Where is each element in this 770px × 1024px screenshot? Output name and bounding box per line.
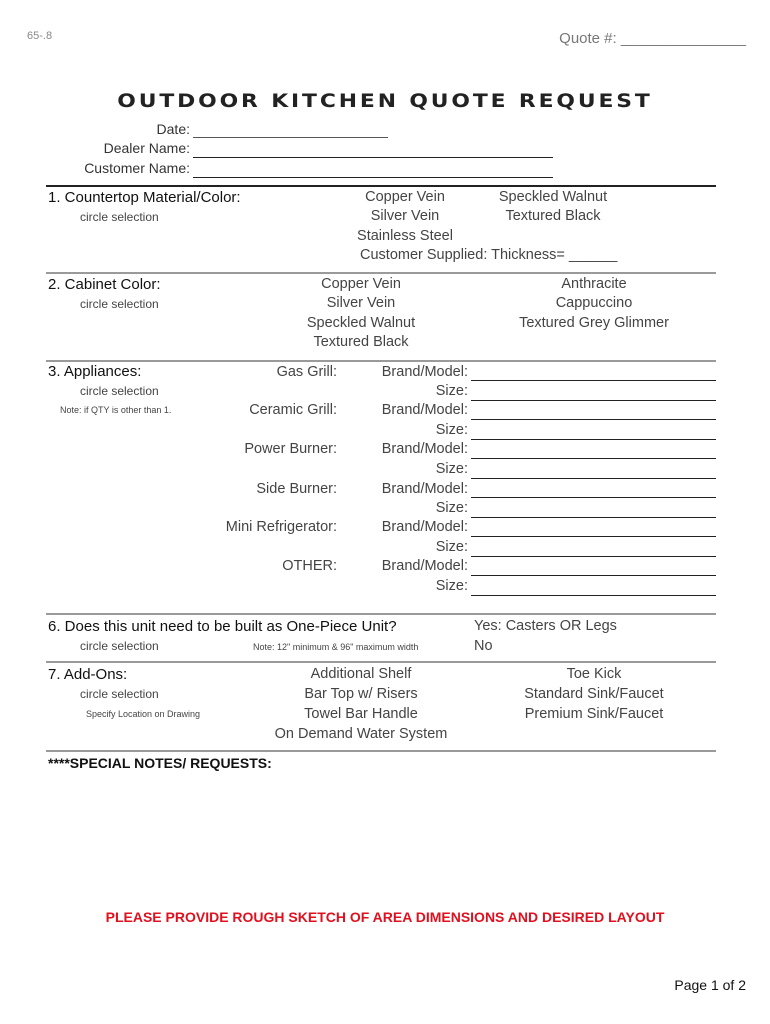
addon-option[interactable]: Toe Kick bbox=[566, 666, 622, 682]
appliance-label-side-burner: Side Burner: bbox=[256, 481, 337, 497]
section-divider bbox=[46, 360, 716, 362]
section-divider bbox=[46, 750, 716, 752]
section-divider bbox=[46, 185, 716, 187]
one-piece-note: Note: 12" minimum & 96" maximum width bbox=[253, 642, 419, 652]
appliances-instruction: circle selection bbox=[80, 384, 159, 398]
cabinet-option[interactable]: Textured Grey Glimmer bbox=[519, 315, 669, 331]
one-piece-instruction: circle selection bbox=[80, 639, 159, 653]
brand-model-label: Brand/Model: bbox=[381, 558, 468, 574]
appliance-label-power-burner: Power Burner: bbox=[244, 441, 337, 457]
addons-instruction: circle selection bbox=[80, 687, 159, 701]
size-label: Size: bbox=[435, 383, 468, 399]
brand-model-field[interactable] bbox=[471, 458, 716, 459]
page-number: Page 1 of 2 bbox=[674, 977, 746, 993]
countertop-option[interactable]: Textured Black bbox=[505, 208, 601, 224]
cabinet-option[interactable]: Silver Vein bbox=[326, 295, 396, 311]
brand-model-label: Brand/Model: bbox=[381, 481, 468, 497]
customer-name-field[interactable] bbox=[193, 177, 553, 178]
date-field[interactable] bbox=[193, 137, 388, 138]
countertop-option[interactable]: Copper Vein bbox=[365, 189, 445, 205]
page-title: OUTDOOR KITCHEN QUOTE REQUEST bbox=[117, 90, 653, 112]
one-piece-option-no[interactable]: No bbox=[474, 638, 493, 654]
size-field[interactable] bbox=[471, 595, 716, 596]
special-notes-area[interactable] bbox=[46, 776, 716, 896]
size-field[interactable] bbox=[471, 478, 716, 479]
brand-model-field[interactable] bbox=[471, 419, 716, 420]
size-label: Size: bbox=[435, 422, 468, 438]
brand-model-label: Brand/Model: bbox=[381, 519, 468, 535]
size-field[interactable] bbox=[471, 556, 716, 557]
size-label: Size: bbox=[435, 461, 468, 477]
brand-model-field[interactable] bbox=[471, 380, 716, 381]
customer-name-label: Customer Name: bbox=[84, 160, 190, 176]
countertop-option[interactable]: Silver Vein bbox=[370, 208, 440, 224]
addons-note: Specify Location on Drawing bbox=[86, 709, 201, 719]
addon-option[interactable]: Standard Sink/Faucet bbox=[524, 686, 664, 702]
cabinet-option[interactable]: Anthracite bbox=[561, 276, 627, 292]
size-field[interactable] bbox=[471, 400, 716, 401]
section-divider bbox=[46, 613, 716, 615]
cabinet-instruction: circle selection bbox=[80, 297, 159, 311]
addon-option[interactable]: On Demand Water System bbox=[274, 726, 448, 742]
appliance-label-other: OTHER: bbox=[282, 558, 337, 574]
one-piece-heading: 6. Does this unit need to be built as One-Piece Unit? bbox=[48, 618, 397, 635]
special-notes-heading: ****SPECIAL NOTES/ REQUESTS: bbox=[48, 755, 272, 771]
brand-model-label: Brand/Model: bbox=[381, 364, 468, 380]
size-field[interactable] bbox=[471, 517, 716, 518]
one-piece-option-yes[interactable]: Yes: Casters OR Legs bbox=[474, 618, 617, 634]
brand-model-field[interactable] bbox=[471, 575, 716, 576]
date-label: Date: bbox=[156, 121, 190, 137]
size-field[interactable] bbox=[471, 439, 716, 440]
cabinet-heading: 2. Cabinet Color: bbox=[48, 276, 161, 293]
brand-model-label: Brand/Model: bbox=[381, 402, 468, 418]
sketch-notice: PLEASE PROVIDE ROUGH SKETCH OF AREA DIMENSIONS AND DESIRED LAYOUT bbox=[105, 909, 665, 925]
dealer-name-label: Dealer Name: bbox=[103, 140, 190, 156]
cabinet-option[interactable]: Copper Vein bbox=[321, 276, 401, 292]
size-label: Size: bbox=[435, 539, 468, 555]
countertop-option[interactable]: Speckled Walnut bbox=[498, 189, 608, 205]
addon-option[interactable]: Premium Sink/Faucet bbox=[524, 706, 664, 722]
countertop-option[interactable]: Stainless Steel bbox=[357, 228, 453, 244]
countertop-instruction: circle selection bbox=[80, 210, 159, 224]
addon-option[interactable]: Additional Shelf bbox=[310, 666, 412, 682]
addons-heading: 7. Add-Ons: bbox=[48, 666, 128, 683]
cabinet-option[interactable]: Cappuccino bbox=[555, 295, 633, 311]
size-label: Size: bbox=[435, 578, 468, 594]
appliances-note: Note: if QTY is other than 1. bbox=[60, 405, 172, 415]
cabinet-option[interactable]: Textured Black bbox=[313, 334, 409, 350]
form-code: 65-.8 bbox=[27, 30, 53, 42]
countertop-heading: 1. Countertop Material/Color: bbox=[48, 189, 241, 206]
cabinet-option[interactable]: Speckled Walnut bbox=[306, 315, 416, 331]
appliance-label-gas-grill: Gas Grill: bbox=[276, 364, 337, 380]
appliance-label-ceramic-grill: Ceramic Grill: bbox=[249, 402, 337, 418]
section-divider bbox=[46, 272, 716, 274]
customer-supplied-option[interactable]: Customer Supplied: Thickness= ______ bbox=[360, 247, 618, 263]
section-divider bbox=[46, 661, 716, 663]
brand-model-label: Brand/Model: bbox=[381, 441, 468, 457]
appliances-heading: 3. Appliances: bbox=[48, 363, 142, 380]
addon-option[interactable]: Bar Top w/ Risers bbox=[304, 686, 418, 702]
quote-number-field[interactable]: Quote #: _______________ bbox=[559, 30, 746, 47]
size-label: Size: bbox=[435, 500, 468, 516]
addon-option[interactable]: Towel Bar Handle bbox=[304, 706, 418, 722]
brand-model-field[interactable] bbox=[471, 536, 716, 537]
dealer-name-field[interactable] bbox=[193, 157, 553, 158]
appliance-label-mini-refrigerator: Mini Refrigerator: bbox=[225, 519, 337, 535]
brand-model-field[interactable] bbox=[471, 497, 716, 498]
